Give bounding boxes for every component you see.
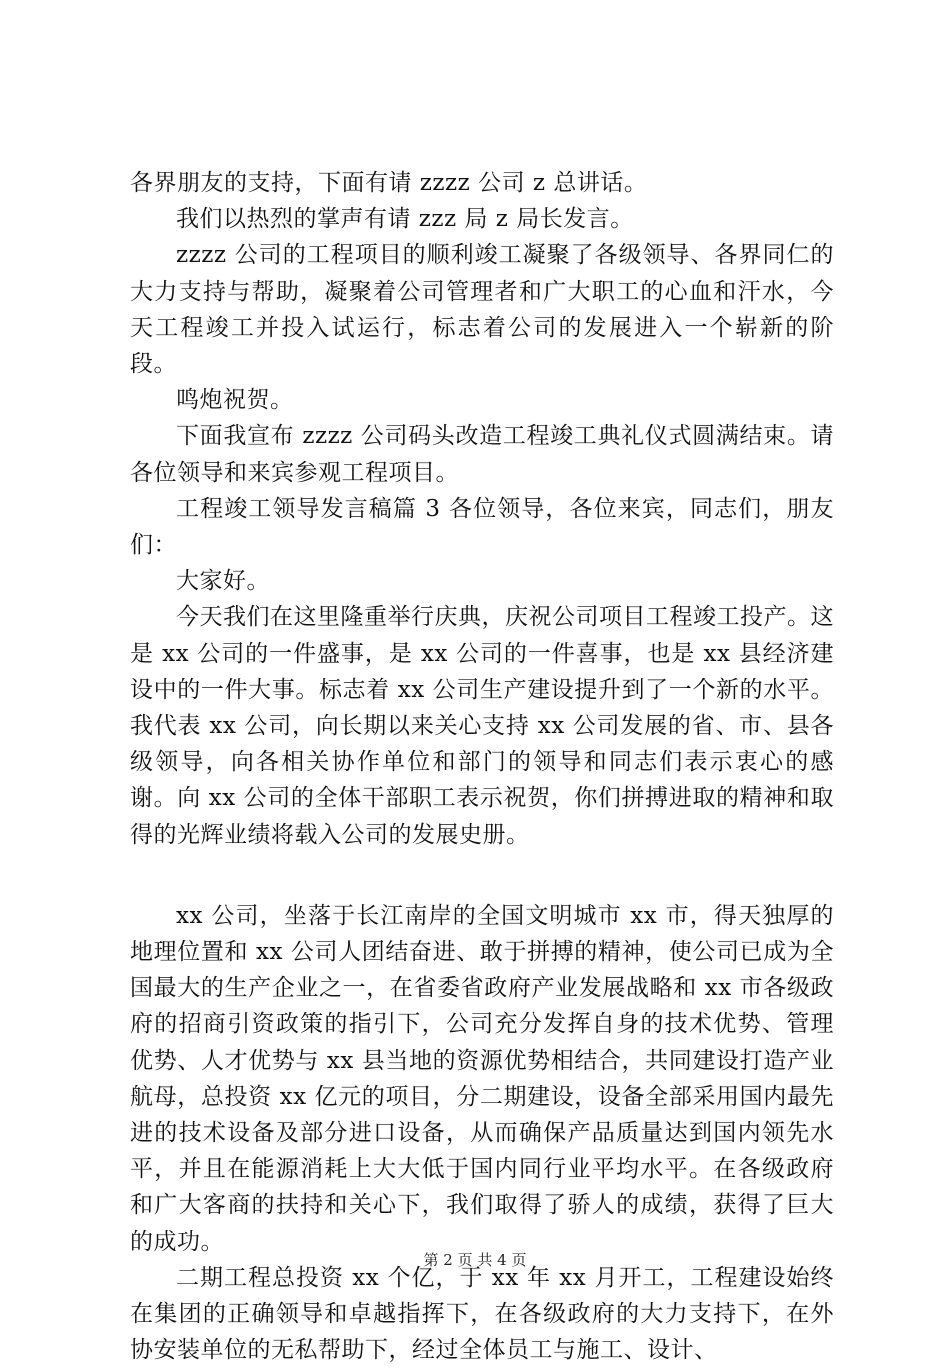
paragraph-3: zzzz 公司的工程项目的顺利竣工凝聚了各级领导、各界同仁的大力支持与帮助，凝聚着公司管理者和广大职工的心血和汗水，今天工程竣工并投入试运行，标志着公司的发展进入一个崭新的阶段。 (130, 242, 834, 378)
paragraph-5: 下面我宣布 zzzz 公司码头改造工程竣工典礼仪式圆满结束。请各位领导和来宾参观工程项目。 (130, 423, 834, 486)
page-number-footer: 第 2 页 共 4 页 (423, 1251, 527, 1269)
paragraph-9: xx 公司，坐落于长江南岸的全国文明城市 xx 市，得天独厚的地理位置和 xx 公司人团结奋进、敢于拼搏的精神，使公司已成为全国最大的生产企业之一，在省委省政府产业发展战略和 xx 市各级政府的招商引资政策的指引下，公司充分发挥自身的技术优势、管理优势、人才优势与 xx 县当地的资源优势相结合，共同建设打造产业航母，总投资 xx 亿元的项目，分二期建设，设备全部采用国内最先进的技术设备及部分进口设备，从而确保产品质量达到国内领先水平，并且在能源消耗上大大低于国内同行业平均水平。在各级政府和广大客商的扶持和关心下，我们取得了骄人的成绩，获得了巨大的成功。 (130, 902, 834, 1255)
paragraph-6: 工程竣工领导发言稿篇 3 各位领导，各位来宾，同志们，朋友们： (130, 495, 834, 559)
paragraph-2: 我们以热烈的掌声有请 zzz 局 z 局长发言。 (176, 206, 634, 233)
paragraph-4: 鸣炮祝贺。 (176, 387, 294, 414)
paragraph-1: 各界朋友的支持，下面有请 zzzz 公司 z 总讲话。 (130, 170, 648, 196)
paragraph-7: 大家好。 (176, 568, 270, 595)
document-body (130, 165, 834, 1369)
paragraph-10: 二期工程总投资 xx 个亿，于 xx 年 xx 月开工，工程建设始终在集团的正确领导和卓越指挥下，在各级政府的大力支持下，在外协安装单位的无私帮助下，经过全体员工与施工、设计、 (130, 1264, 834, 1364)
paragraph-8: 今天我们在这里隆重举行庆典，庆祝公司项目工程竣工投产。这是 xx 公司的一件盛事，是 xx 公司的一件喜事，也是 xx 县经济建设中的一件大事。标志着 xx 公司生产建设提升到了一个新的水平。我代表 xx 公司，向长期以来关心支持 xx 公司发展的省、市、县各级领导，向各相关协作单位和部门的领导和同志们表示衷心的感谢。向 xx 公司的全体干部职工表示祝贺，你们拼搏进取的精神和取得的光辉业绩将载入公司的发展史册。 (130, 604, 834, 848)
paragraph-gap (130, 853, 834, 898)
